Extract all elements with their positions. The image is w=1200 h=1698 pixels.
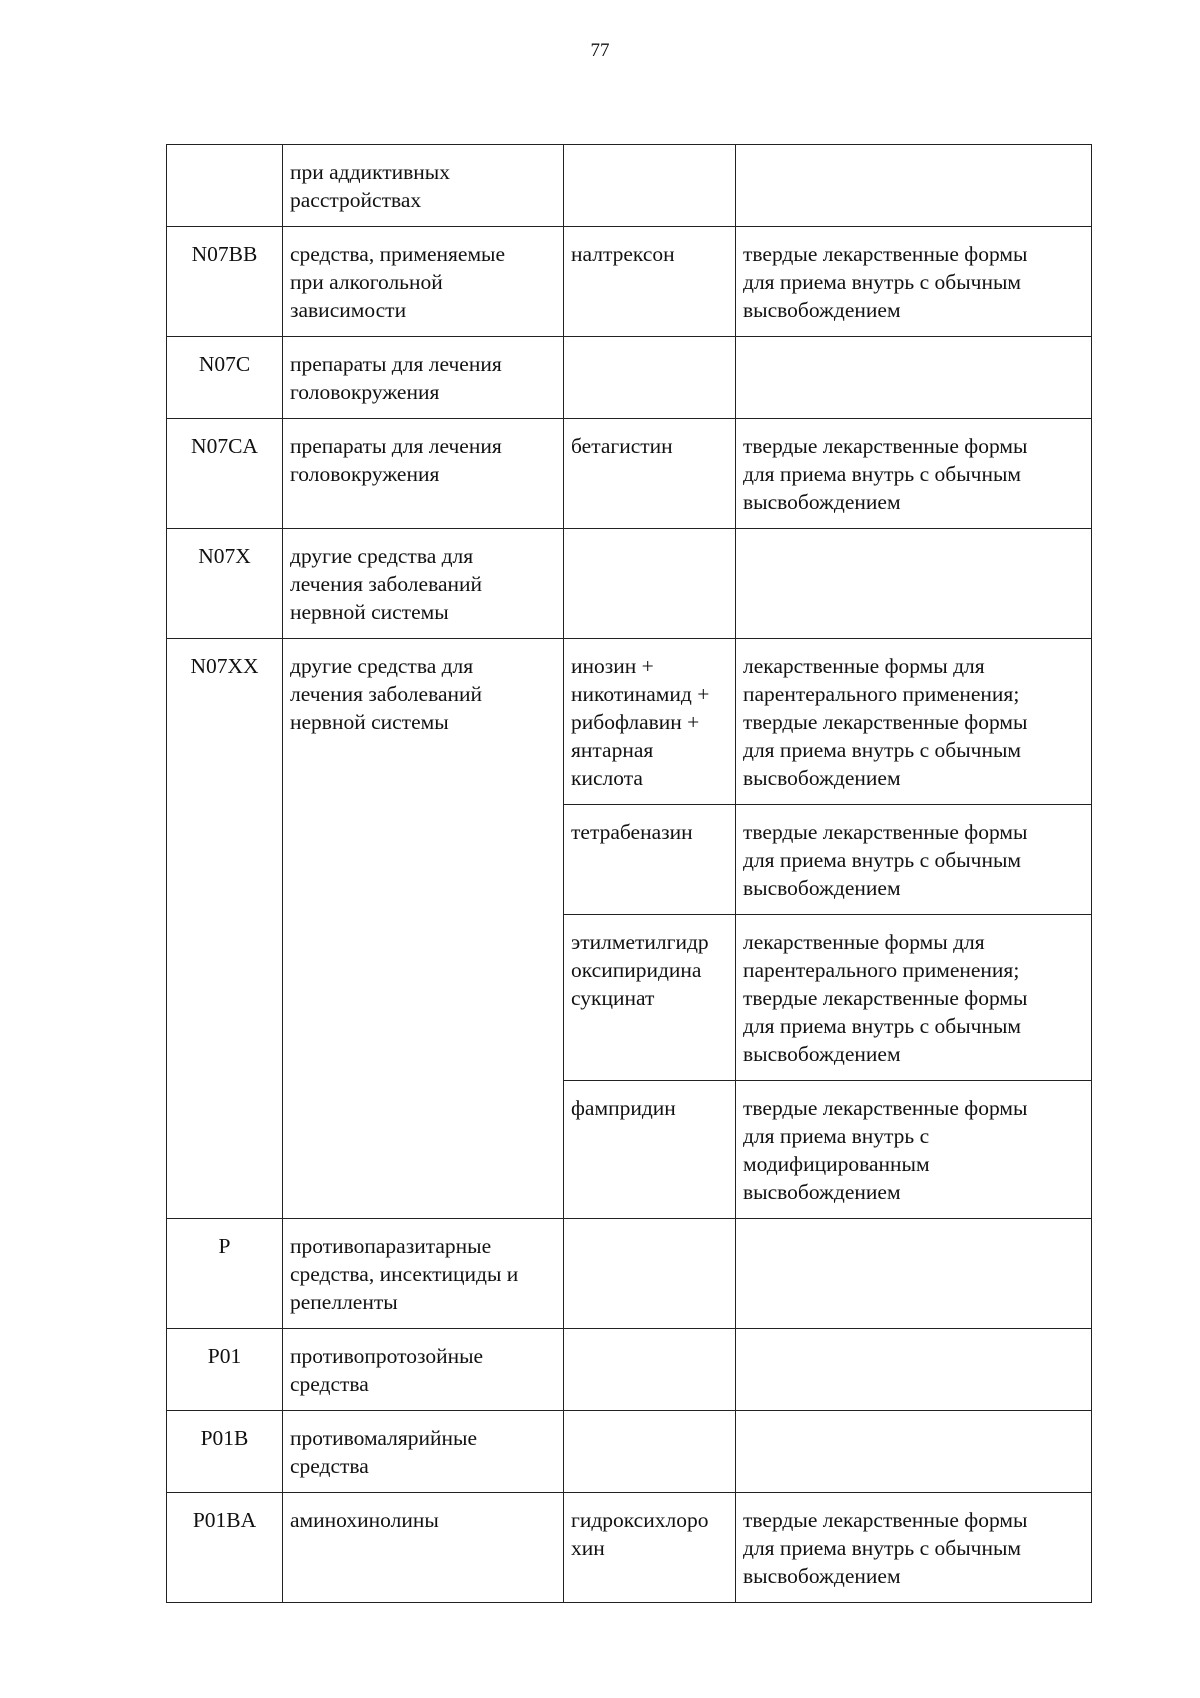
atc-code-cell: P	[167, 1219, 283, 1329]
dosage-form-cell-line: высвобождением	[743, 876, 901, 900]
atc-code-cell: N07BB	[167, 227, 283, 337]
dosage-form-cell-line: для приема внутрь с	[743, 1124, 930, 1148]
dosage-form-cell-line: высвобождением	[743, 1180, 901, 1204]
group-name-cell-line: аминохинолины	[290, 1508, 439, 1532]
dosage-form-cell	[736, 639, 1092, 805]
dosage-form-cell-line: для приема внутрь с обычным	[743, 848, 1022, 872]
group-name-cell	[283, 145, 564, 227]
drug-name-cell-line: бетагистин	[571, 434, 673, 458]
group-name-cell-line: препараты для лечения	[290, 434, 502, 458]
group-name-cell	[283, 1329, 564, 1411]
table-row	[167, 337, 1092, 419]
drug-name-cell	[564, 1411, 736, 1493]
dosage-form-cell	[736, 1493, 1092, 1603]
dosage-form-cell-line: лекарственные формы для	[743, 930, 985, 954]
dosage-form-cell-line: лекарственные формы для	[743, 654, 985, 678]
drug-classification-table	[166, 144, 1092, 1603]
group-name-cell-line: репелленты	[290, 1290, 398, 1314]
table-row	[167, 419, 1092, 529]
dosage-form-cell-line: для приема внутрь с обычным	[743, 738, 1022, 762]
group-name-cell-line: головокружения	[290, 462, 440, 486]
drug-name-cell	[564, 1081, 736, 1219]
group-name-cell-line: головокружения	[290, 380, 440, 404]
dosage-form-cell	[736, 529, 1092, 639]
group-name-cell-line: при аддиктивных	[290, 160, 450, 184]
group-name-cell	[283, 1493, 564, 1603]
drug-name-cell-line: инозин +	[571, 654, 654, 678]
atc-code-cell: N07CA	[167, 419, 283, 529]
drug-name-cell	[564, 337, 736, 419]
table-row	[167, 529, 1092, 639]
drug-name-cell	[564, 639, 736, 805]
table-row	[167, 145, 1092, 227]
group-name-cell-line: расстройствах	[290, 188, 422, 212]
table-row	[167, 1219, 1092, 1329]
drug-name-cell	[564, 529, 736, 639]
drug-name-cell	[564, 419, 736, 529]
drug-name-cell	[564, 1219, 736, 1329]
drug-name-cell	[564, 805, 736, 915]
drug-name-cell-line: тетрабеназин	[571, 820, 693, 844]
dosage-form-cell	[736, 145, 1092, 227]
group-name-cell-line: другие средства для	[290, 544, 474, 568]
group-name-cell-line: противомалярийные	[290, 1426, 478, 1450]
group-name-cell-line: противопротозойные	[290, 1344, 484, 1368]
drug-name-cell	[564, 145, 736, 227]
dosage-form-cell-line: твердые лекарственные формы	[743, 434, 1028, 458]
group-name-cell-line: нервной системы	[290, 600, 449, 624]
group-name-cell-line: лечения заболеваний	[290, 572, 483, 596]
dosage-form-cell	[736, 337, 1092, 419]
atc-code-cell: N07C	[167, 337, 283, 419]
drug-name-cell-line: рибофлавин +	[571, 710, 700, 734]
dosage-form-cell-line: твердые лекарственные формы	[743, 242, 1028, 266]
group-name-cell-line: средства	[290, 1454, 369, 1478]
atc-code-cell: P01B	[167, 1411, 283, 1493]
page-number: 77	[590, 40, 610, 61]
atc-code-cell: P01BA	[167, 1493, 283, 1603]
group-name-cell	[283, 227, 564, 337]
group-name-cell-line: нервной системы	[290, 710, 449, 734]
drug-name-cell-line: сукцинат	[571, 986, 655, 1010]
drug-name-cell-line: фампридин	[571, 1096, 676, 1120]
table-body	[167, 145, 1092, 1603]
dosage-form-cell	[736, 419, 1092, 529]
dosage-form-cell-line: твердые лекарственные формы	[743, 820, 1028, 844]
table-row	[167, 639, 1092, 805]
dosage-form-cell	[736, 1411, 1092, 1493]
group-name-cell-line: при алкогольной	[290, 270, 443, 294]
drug-name-cell	[564, 1493, 736, 1603]
dosage-form-cell-line: твердые лекарственные формы	[743, 986, 1028, 1010]
dosage-form-cell	[736, 1219, 1092, 1329]
drug-name-cell	[564, 915, 736, 1081]
drug-name-cell-line: гидроксихлоро	[571, 1508, 709, 1532]
group-name-cell	[283, 1219, 564, 1329]
dosage-form-cell	[736, 805, 1092, 915]
group-name-cell-line: лечения заболеваний	[290, 682, 483, 706]
dosage-form-cell-line: высвобождением	[743, 1042, 901, 1066]
group-name-cell-line: зависимости	[290, 298, 407, 322]
dosage-form-cell-line: парентерального применения;	[743, 958, 1020, 982]
group-name-cell	[283, 1411, 564, 1493]
atc-code-cell: N07X	[167, 529, 283, 639]
group-name-cell	[283, 419, 564, 529]
dosage-form-cell-line: твердые лекарственные формы	[743, 1508, 1028, 1532]
group-name-cell	[283, 639, 564, 1219]
group-name-cell-line: средства, применяемые	[290, 242, 506, 266]
drug-name-cell-line: налтрексон	[571, 242, 675, 266]
group-name-cell-line: противопаразитарные	[290, 1234, 492, 1258]
table-row	[167, 1411, 1092, 1493]
drug-name-cell-line: янтарная	[571, 738, 654, 762]
drug-name-cell-line: никотинамид +	[571, 682, 710, 706]
dosage-form-cell-line: высвобождением	[743, 766, 901, 790]
group-name-cell	[283, 529, 564, 639]
atc-code-cell: N07XX	[167, 639, 283, 1219]
dosage-form-cell-line: модифицированным	[743, 1152, 930, 1176]
dosage-form-cell-line: твердые лекарственные формы	[743, 710, 1028, 734]
drug-name-cell-line: кислота	[571, 766, 643, 790]
dosage-form-cell-line: для приема внутрь с обычным	[743, 1014, 1022, 1038]
drug-name-cell	[564, 1329, 736, 1411]
group-name-cell-line: препараты для лечения	[290, 352, 502, 376]
dosage-form-cell-line: для приема внутрь с обычным	[743, 270, 1022, 294]
drug-name-cell-line: хин	[571, 1536, 605, 1560]
dosage-form-cell-line: высвобождением	[743, 298, 901, 322]
dosage-form-cell-line: высвобождением	[743, 490, 901, 514]
group-name-cell-line: другие средства для	[290, 654, 474, 678]
dosage-form-cell	[736, 1081, 1092, 1219]
drug-name-cell-line: этилметилгидр	[571, 930, 709, 954]
dosage-form-cell	[736, 227, 1092, 337]
dosage-form-cell-line: для приема внутрь с обычным	[743, 1536, 1022, 1560]
group-name-cell-line: средства	[290, 1372, 369, 1396]
dosage-form-cell-line: парентерального применения;	[743, 682, 1020, 706]
drug-name-cell	[564, 227, 736, 337]
atc-code-cell	[167, 145, 283, 227]
table-row	[167, 1329, 1092, 1411]
dosage-form-cell-line: твердые лекарственные формы	[743, 1096, 1028, 1120]
drug-name-cell-line: оксипиридина	[571, 958, 702, 982]
dosage-form-cell-line: для приема внутрь с обычным	[743, 462, 1022, 486]
dosage-form-cell	[736, 915, 1092, 1081]
table-row	[167, 1493, 1092, 1603]
group-name-cell-line: средства, инсектициды и	[290, 1262, 519, 1286]
table-row	[167, 227, 1092, 337]
atc-code-cell: P01	[167, 1329, 283, 1411]
group-name-cell	[283, 337, 564, 419]
dosage-form-cell-line: высвобождением	[743, 1564, 901, 1588]
dosage-form-cell	[736, 1329, 1092, 1411]
